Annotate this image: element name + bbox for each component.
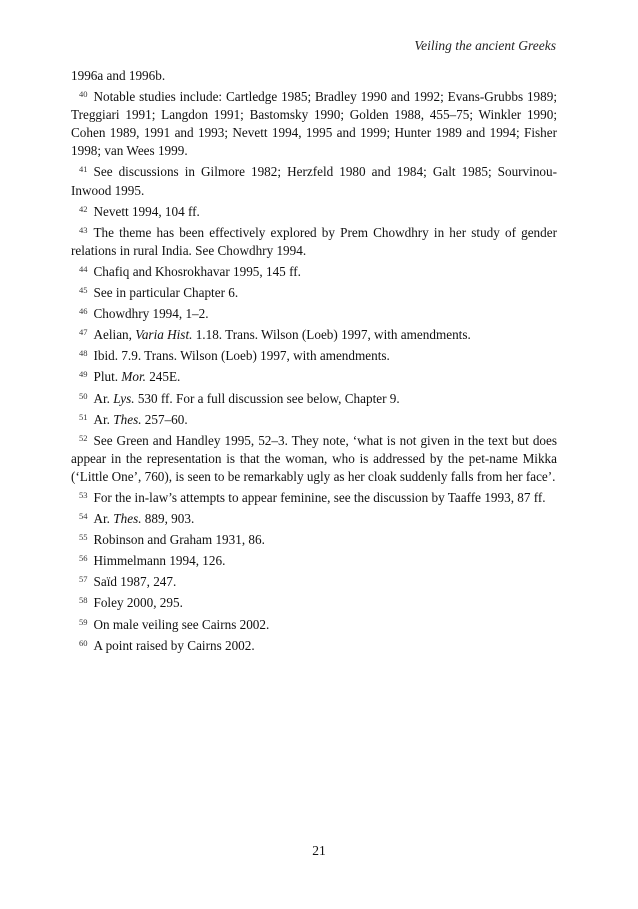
endnote [71, 549, 557, 570]
endnote [71, 85, 557, 160]
endnote [71, 507, 557, 528]
endnote-number: 41 [79, 164, 88, 175]
endnote [71, 387, 557, 408]
endnote [71, 429, 557, 486]
endnote [71, 344, 557, 365]
endnote-text: The theme has been effectively explored by Prem Chowdhry in her study of gender relations in rural India. See Chowdhry 1994. [71, 224, 557, 258]
endnote-text: See Green and Handley 1995, 52–3. They note, ‘what is not given in the text but does appear in the representation is that the woman, who is addressed by the pet-name Mikka (‘Little One’, 760), is seen to be remarkably ugly as her cloak suddenly falls from her face’. [71, 432, 557, 484]
endnote-number: 52 [79, 432, 88, 443]
endnote [71, 408, 557, 429]
endnote [71, 281, 557, 302]
endnote-text-pre: Plut. [93, 369, 122, 385]
endnote-number: 48 [79, 348, 88, 359]
running-head: Veiling the ancient Greeks [414, 38, 556, 53]
endnote-text: Robinson and Graham 1931, 86. [93, 532, 265, 548]
endnote-number: 44 [79, 263, 88, 274]
endnote-text-post: 257–60. [141, 411, 188, 427]
endnote-title-italic: Thes. [113, 411, 142, 427]
endnote [71, 570, 557, 591]
endnote-text: Foley 2000, 295. [93, 595, 183, 611]
endnote-title-italic: Varia Hist. [135, 327, 193, 343]
endnote-text: See discussions in Gilmore 1982; Herzfeld 1980 and 1984; Galt 1985; Sourvinou-Inwood 1995. [71, 164, 557, 198]
endnote-number: 45 [79, 285, 88, 296]
endnote-text: Chowdhry 1994, 1–2. [93, 306, 209, 322]
endnote-number: 59 [79, 616, 88, 627]
endnote [71, 613, 557, 634]
endnote-number: 57 [79, 574, 88, 585]
endnote-number: 40 [79, 89, 88, 100]
endnote-title-italic: Mor. [121, 369, 146, 385]
endnotes-list [71, 67, 557, 655]
endnote [71, 365, 557, 386]
endnote-number: 60 [79, 637, 88, 648]
endnote-text: Nevett 1994, 104 ff. [93, 203, 200, 219]
endnote-text-pre: Ar. [93, 411, 114, 427]
endnote-text: Chafiq and Khosrokhavar 1995, 145 ff. [93, 263, 301, 279]
endnote-text-post: 1.18. Trans. Wilson (Loeb) 1997, with amendments. [192, 327, 471, 343]
endnote [71, 260, 557, 281]
endnote-text-pre: Ar. [93, 390, 114, 406]
endnote-text: Notable studies include: Cartledge 1985; Bradley 1990 and 1992; Evans-Grubbs 1989; Treggiari 1991; Langdon 1991; Bastomsky 1990; Golden 1988, 455–75; Winkler 1990; Cohen 1989, 1991 and 1993; Nevett 1994, 1995 and 1999; Hunter 1989 and 1994; Fisher 1998; van Wees 1999. [71, 89, 557, 159]
endnote-number: 55 [79, 532, 88, 543]
endnote-number: 51 [79, 411, 88, 422]
endnote [71, 486, 557, 507]
endnote [71, 528, 557, 549]
endnote-number: 58 [79, 595, 88, 606]
endnote-number: 46 [79, 306, 88, 317]
endnote-number: 54 [79, 511, 88, 522]
endnote-text: Ibid. 7.9. Trans. Wilson (Loeb) 1997, with amendments. [93, 348, 390, 364]
endnote-text-pre: Ar. [93, 511, 114, 527]
endnote-text: A point raised by Cairns 2002. [93, 637, 255, 653]
endnote-number: 47 [79, 327, 88, 338]
endnote-text: See in particular Chapter 6. [93, 285, 239, 301]
endnote-text: Saïd 1987, 247. [93, 574, 177, 590]
endnote-text: For the in-law’s attempts to appear feminine, see the discussion by Taaffe 1993, 87 ff. [93, 489, 546, 505]
endnote-text-post: 530 ff. For a full discussion see below, Chapter 9. [134, 390, 400, 406]
endnote-text-pre: Aelian, [93, 327, 136, 343]
endnote-text-post: 245E. [145, 369, 181, 385]
endnote-text: 1996a and 1996b. [71, 68, 166, 83]
endnote [71, 591, 557, 612]
endnote [71, 302, 557, 323]
endnote-number: 42 [79, 203, 88, 214]
endnote-number: 43 [79, 224, 88, 235]
endnote-title-italic: Thes. [113, 511, 142, 527]
endnote-number: 53 [79, 489, 88, 500]
endnote [71, 323, 557, 344]
endnote [71, 200, 557, 221]
endnote-number: 56 [79, 553, 88, 564]
endnote [71, 221, 557, 260]
endnote-title-italic: Lys. [113, 390, 135, 406]
endnote-number: 50 [79, 390, 88, 401]
page-number: 21 [312, 843, 326, 858]
endnote [71, 160, 557, 199]
endnote-number: 49 [79, 369, 88, 380]
endnote [71, 67, 557, 85]
endnote-text: On male veiling see Cairns 2002. [93, 616, 270, 632]
endnote [71, 634, 557, 655]
endnote-text-post: 889, 903. [141, 511, 195, 527]
endnote-text: Himmelmann 1994, 126. [93, 553, 226, 569]
